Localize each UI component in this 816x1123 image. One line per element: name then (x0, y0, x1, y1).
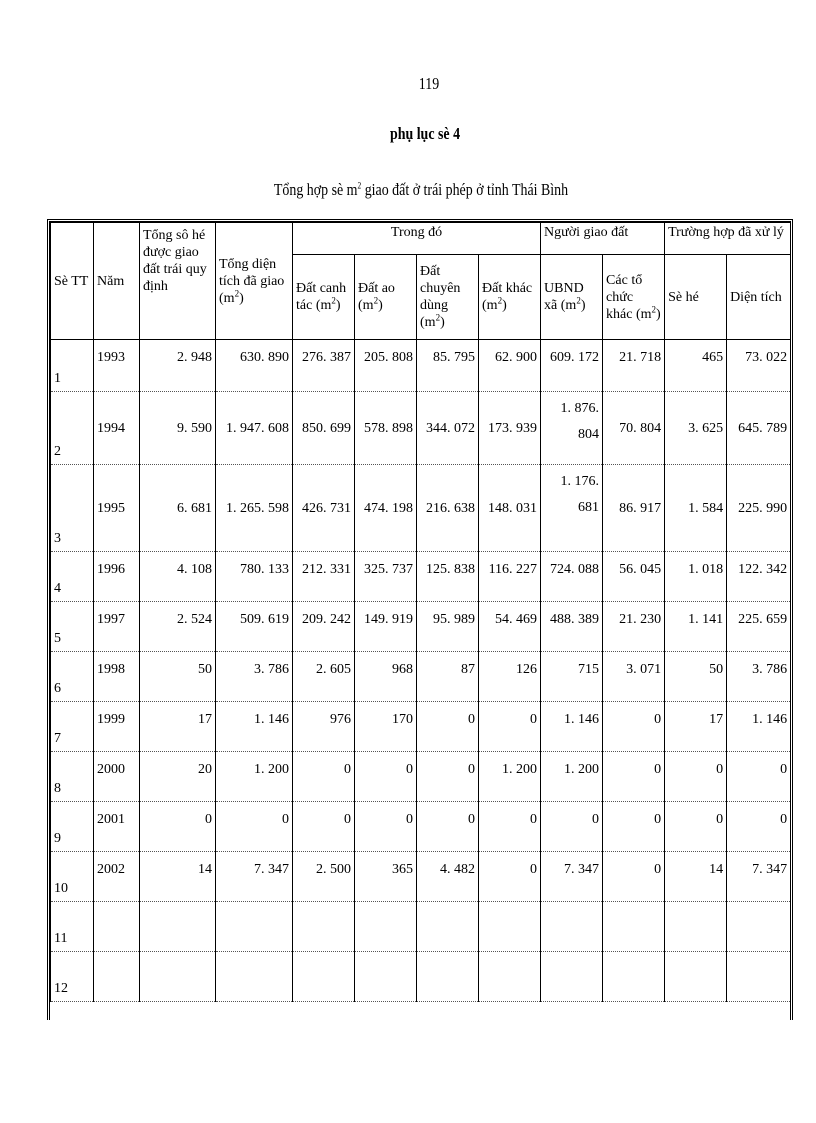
cell-stt: 9 (51, 802, 94, 852)
cell-xl-dt (727, 952, 791, 1002)
header-trong-do: Trong đó (293, 223, 541, 255)
cell-ubnd-xa: 1. 200 (541, 752, 603, 802)
cell-stt: 2 (51, 392, 94, 465)
cell-chuyen-dung (417, 952, 479, 1002)
cell-nam: 2000 (94, 752, 140, 802)
cell-ao: 0 (355, 802, 417, 852)
cell-canh-tac: 976 (293, 702, 355, 752)
cell-tong-dt: 509. 619 (216, 602, 293, 652)
cell-ao: 968 (355, 652, 417, 702)
cell-stt: 6 (51, 652, 94, 702)
cell-so-ho: 0 (140, 802, 216, 852)
cell-so-ho: 20 (140, 752, 216, 802)
cell-ao: 325. 737 (355, 552, 417, 602)
cell-canh-tac: 209. 242 (293, 602, 355, 652)
cell-tong-dt: 1. 265. 598 (216, 465, 293, 552)
cell-nam: 1998 (94, 652, 140, 702)
cell-stt: 11 (51, 902, 94, 952)
cell-tong-dt: 1. 947. 608 (216, 392, 293, 465)
header-sup: 2 (651, 303, 657, 314)
table-title-prefix: Tổng hợp sè m (273, 180, 358, 199)
header-close: ) (239, 290, 244, 306)
cell-so-ho: 17 (140, 702, 216, 752)
cell-xl-so-ho: 0 (665, 752, 727, 802)
cell-chuyen-dung: 85. 795 (417, 340, 479, 392)
cell-canh-tac: 276. 387 (293, 340, 355, 392)
cell-tong-dt: 630. 890 (216, 340, 293, 392)
cell-tong-dt: 3. 786 (216, 652, 293, 702)
cell-tong-dt: 1. 146 (216, 702, 293, 752)
cell-ubnd-xa-line2: 681 (578, 500, 600, 515)
header-truong-hop: Trường hợp đã xử lý (665, 223, 791, 255)
cell-tong-dt: 7. 347 (216, 852, 293, 902)
cell-so-ho: 2. 948 (140, 340, 216, 392)
header-dat-khac (479, 255, 541, 340)
header-dat-ao (355, 255, 417, 340)
header-dien-tich: Diện tích (727, 255, 791, 340)
cell-xl-so-ho: 14 (665, 852, 727, 902)
cell-ubnd-xa (541, 465, 603, 552)
cell-canh-tac: 212. 331 (293, 552, 355, 602)
cell-chuyen-dung: 0 (417, 752, 479, 802)
data-table (50, 222, 791, 1002)
cell-ubnd-xa (541, 392, 603, 465)
header-close: ) (378, 298, 383, 313)
cell-ao: 365 (355, 852, 417, 902)
cell-xl-so-ho: 3. 625 (665, 392, 727, 465)
cell-ubnd-xa (541, 952, 603, 1002)
cell-xl-so-ho (665, 952, 727, 1002)
cell-canh-tac: 2. 605 (293, 652, 355, 702)
cell-nam (94, 952, 140, 1002)
header-nguoi-giao-dat: Người giao đất (541, 223, 665, 255)
table-title-sup: 2 (357, 180, 362, 191)
cell-nam: 1999 (94, 702, 140, 752)
cell-ao: 205. 808 (355, 340, 417, 392)
cell-xl-dt: 645. 789 (727, 392, 791, 465)
cell-tong-dt: 1. 200 (216, 752, 293, 802)
cell-so-ho: 4. 108 (140, 552, 216, 602)
cell-ubnd-xa: 724. 088 (541, 552, 603, 602)
cell-to-chuc: 0 (603, 852, 665, 902)
cell-stt: 12 (51, 952, 94, 1002)
cell-to-chuc (603, 952, 665, 1002)
cell-xl-so-ho: 1. 018 (665, 552, 727, 602)
cell-ubnd-xa: 488. 389 (541, 602, 603, 652)
header-tong-dien-tich-text: Tổng diện tích đã giao (m (219, 256, 285, 306)
cell-xl-dt: 3. 786 (727, 652, 791, 702)
cell-ubnd-xa: 7. 347 (541, 852, 603, 902)
cell-to-chuc: 70. 804 (603, 392, 665, 465)
cell-so-ho: 14 (140, 852, 216, 902)
cell-so-ho (140, 902, 216, 952)
table-row (51, 465, 791, 552)
header-close: ) (440, 315, 445, 330)
table-row (51, 752, 791, 802)
header-dat-khac-text: Đất khác (m (482, 281, 533, 313)
land-allocation-table (47, 219, 793, 1020)
cell-to-chuc: 0 (603, 802, 665, 852)
cell-stt: 5 (51, 602, 94, 652)
header-dat-canh-tac-text: Đất canh tác (m (296, 281, 347, 313)
cell-xl-dt (727, 902, 791, 952)
cell-tong-dt (216, 952, 293, 1002)
header-dat-chuyen-dung (417, 255, 479, 340)
cell-xl-so-ho (665, 902, 727, 952)
appendix-title: phụ lục sè 4 (389, 124, 461, 143)
cell-so-ho: 50 (140, 652, 216, 702)
cell-stt: 3 (51, 465, 94, 552)
cell-ubnd-xa: 0 (541, 802, 603, 852)
cell-tong-dt (216, 902, 293, 952)
header-so-ho: Sè hé (665, 255, 727, 340)
table-row (51, 340, 791, 392)
cell-chuyen-dung: 216. 638 (417, 465, 479, 552)
cell-so-ho: 2. 524 (140, 602, 216, 652)
header-stt: Sè TT (51, 223, 94, 340)
cell-khac: 126 (479, 652, 541, 702)
cell-xl-dt: 73. 022 (727, 340, 791, 392)
header-close: ) (580, 298, 586, 313)
cell-khac: 62. 900 (479, 340, 541, 392)
cell-ubnd-xa-line1: 1. 176. (560, 474, 600, 489)
cell-to-chuc: 0 (603, 752, 665, 802)
cell-chuyen-dung: 344. 072 (417, 392, 479, 465)
cell-chuyen-dung: 125. 838 (417, 552, 479, 602)
table-body (51, 340, 791, 1002)
table-row (51, 702, 791, 752)
cell-xl-dt: 0 (727, 802, 791, 852)
table-row (51, 952, 791, 1002)
cell-to-chuc: 0 (603, 702, 665, 752)
cell-xl-dt: 0 (727, 752, 791, 802)
header-sup: 2 (373, 295, 379, 306)
cell-khac: 173. 939 (479, 392, 541, 465)
cell-stt: 10 (51, 852, 94, 902)
cell-nam: 2001 (94, 802, 140, 852)
cell-canh-tac: 426. 731 (293, 465, 355, 552)
cell-canh-tac (293, 902, 355, 952)
cell-nam (94, 902, 140, 952)
header-dat-canh-tac (293, 255, 355, 340)
cell-chuyen-dung (417, 902, 479, 952)
cell-nam: 1994 (94, 392, 140, 465)
cell-to-chuc: 86. 917 (603, 465, 665, 552)
cell-so-ho (140, 952, 216, 1002)
cell-khac: 54. 469 (479, 602, 541, 652)
cell-to-chuc: 21. 718 (603, 340, 665, 392)
cell-khac (479, 902, 541, 952)
table-row (51, 602, 791, 652)
cell-chuyen-dung: 4. 482 (417, 852, 479, 902)
cell-ao: 170 (355, 702, 417, 752)
table-title (76, 180, 766, 200)
header-sup: 2 (234, 287, 240, 298)
header-ubnd-xa-text: UBND xã (m (544, 281, 584, 313)
table-row (51, 652, 791, 702)
cell-chuyen-dung: 0 (417, 702, 479, 752)
cell-xl-so-ho: 17 (665, 702, 727, 752)
cell-chuyen-dung: 87 (417, 652, 479, 702)
cell-canh-tac: 2. 500 (293, 852, 355, 902)
cell-canh-tac: 850. 699 (293, 392, 355, 465)
cell-khac: 148. 031 (479, 465, 541, 552)
cell-khac (479, 952, 541, 1002)
table-row (51, 802, 791, 852)
cell-ubnd-xa-line2: 804 (578, 427, 600, 442)
table-row (51, 852, 791, 902)
cell-stt: 1 (51, 340, 94, 392)
header-dat-ao-text: Đất ao (m (358, 281, 395, 313)
header-cac-to-chuc-text: Các tổ chức khác (m (606, 272, 652, 322)
header-sup: 2 (576, 295, 581, 306)
cell-tong-dt: 780. 133 (216, 552, 293, 602)
cell-canh-tac: 0 (293, 802, 355, 852)
cell-xl-so-ho: 0 (665, 802, 727, 852)
cell-stt: 8 (51, 752, 94, 802)
cell-xl-dt: 225. 990 (727, 465, 791, 552)
cell-xl-dt: 122. 342 (727, 552, 791, 602)
cell-nam: 1997 (94, 602, 140, 652)
cell-khac: 0 (479, 852, 541, 902)
cell-ubnd-xa: 1. 146 (541, 702, 603, 752)
cell-so-ho: 9. 590 (140, 392, 216, 465)
table-row (51, 902, 791, 952)
cell-ubnd-xa: 609. 172 (541, 340, 603, 392)
cell-tong-dt: 0 (216, 802, 293, 852)
cell-ao (355, 952, 417, 1002)
cell-nam: 1996 (94, 552, 140, 602)
table-row (51, 392, 791, 465)
cell-chuyen-dung: 95. 989 (417, 602, 479, 652)
header-dat-chuyen-dung-text: Đất chuyên dùng (m (420, 264, 461, 330)
cell-xl-dt: 225. 659 (727, 602, 791, 652)
table-row (51, 552, 791, 602)
header-sup: 2 (435, 312, 441, 323)
cell-nam: 1995 (94, 465, 140, 552)
header-close: ) (335, 298, 341, 313)
cell-canh-tac (293, 952, 355, 1002)
cell-xl-so-ho: 1. 584 (665, 465, 727, 552)
cell-xl-so-ho: 50 (665, 652, 727, 702)
cell-to-chuc (603, 902, 665, 952)
cell-khac: 0 (479, 802, 541, 852)
header-sup: 2 (331, 295, 336, 306)
header-ubnd-xa (541, 255, 603, 340)
cell-chuyen-dung: 0 (417, 802, 479, 852)
cell-ao (355, 902, 417, 952)
table-title-suffix: giao đất ở trái phép ở tỉnh Thái Bình (361, 180, 569, 199)
cell-canh-tac: 0 (293, 752, 355, 802)
cell-nam: 1993 (94, 340, 140, 392)
cell-khac: 1. 200 (479, 752, 541, 802)
header-tong-dien-tich (216, 223, 293, 340)
cell-to-chuc: 3. 071 (603, 652, 665, 702)
cell-xl-so-ho: 1. 141 (665, 602, 727, 652)
header-nam: Năm (94, 223, 140, 340)
cell-stt: 7 (51, 702, 94, 752)
cell-ubnd-xa: 715 (541, 652, 603, 702)
header-sup: 2 (497, 295, 503, 306)
cell-nam: 2002 (94, 852, 140, 902)
header-cac-to-chuc (603, 255, 665, 340)
cell-to-chuc: 56. 045 (603, 552, 665, 602)
cell-ubnd-xa-line1: 1. 876. (560, 401, 600, 416)
header-tong-so-ho: Tổng sô hé được giao đất trái quy định (140, 223, 216, 340)
cell-xl-dt: 7. 347 (727, 852, 791, 902)
header-close: ) (502, 298, 507, 313)
cell-ao: 0 (355, 752, 417, 802)
cell-ao: 149. 919 (355, 602, 417, 652)
cell-xl-dt: 1. 146 (727, 702, 791, 752)
cell-khac: 0 (479, 702, 541, 752)
cell-khac: 116. 227 (479, 552, 541, 602)
cell-ao: 578. 898 (355, 392, 417, 465)
cell-stt: 4 (51, 552, 94, 602)
cell-ubnd-xa (541, 902, 603, 952)
cell-xl-so-ho: 465 (665, 340, 727, 392)
page-number: 119 (418, 74, 440, 93)
cell-so-ho: 6. 681 (140, 465, 216, 552)
cell-ao: 474. 198 (355, 465, 417, 552)
header-close: ) (656, 306, 661, 322)
cell-to-chuc: 21. 230 (603, 602, 665, 652)
